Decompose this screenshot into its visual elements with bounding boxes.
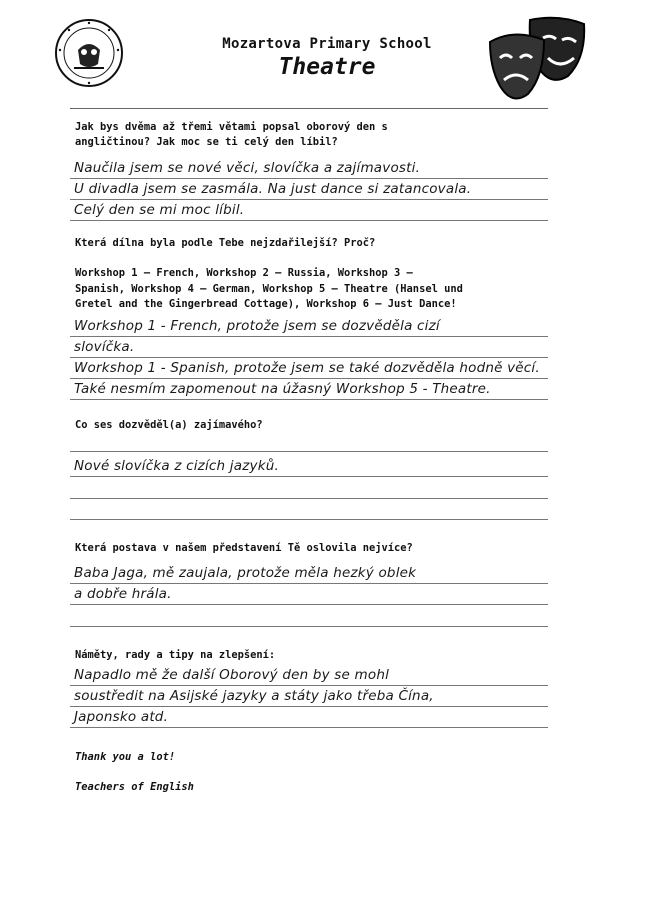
answer-line: U divadla jsem se zasmála. Na just dance si zatancovala.: [74, 181, 472, 197]
answer-line: slovíčka.: [74, 339, 135, 355]
school-name: Mozartova Primary School: [222, 36, 432, 52]
question-1: Jak bys dvěma až třemi větami popsal oborový den s angličtinou? Jak moc se ti celý den líbil?: [75, 121, 388, 148]
question-4: Která postava v našem představení Tě oslovila nejvíce?: [75, 542, 413, 554]
answer-rule: [70, 357, 548, 358]
question-3: Co ses dozvěděl(a) zajímavého?: [75, 419, 263, 431]
answer-line: a dobře hrála.: [74, 586, 172, 602]
answer-rule: [70, 178, 548, 179]
answer-rule: [70, 399, 548, 400]
question-5: Náměty, rady a tipy na zlepšení:: [75, 649, 276, 661]
answer-rule: [70, 727, 548, 728]
answer-line: soustředit na Asijské jazyky a státy jako třeba Čína,: [74, 688, 434, 704]
answer-rule: [70, 220, 548, 221]
answer-line: Nové slovíčka z cizích jazyků.: [74, 458, 279, 474]
answer-rule: [70, 199, 548, 200]
answer-rule: [70, 378, 548, 379]
question-2: Která dílna byla podle Tebe nejzdařilejší? Proč?: [75, 237, 376, 249]
answer-rule: [70, 604, 548, 605]
answer-rule: [70, 498, 548, 499]
thanks-note: Thank you a lot!: [75, 751, 176, 763]
answer-rule: [70, 451, 548, 452]
answer-line: Napadlo mě že další Oborový den by se mohl: [74, 667, 390, 683]
answer-line: Japonsko atd.: [74, 709, 169, 725]
answer-rule: [70, 685, 548, 686]
signature: Teachers of English: [75, 781, 194, 793]
answer-rule: [70, 476, 548, 477]
answer-line: Naučila jsem se nové věci, slovíčka a zajímavosti.: [74, 160, 421, 176]
answer-rule: [70, 336, 548, 337]
answer-line: Baba Jaga, mě zaujala, protože měla hezký oblek: [74, 565, 417, 581]
workshop-list: Workshop 1 – French, Workshop 2 – Russia, Workshop 3 – Spanish, Workshop 4 – German, Workshop 5 – Theatre (Hansel und Gretel and the Gingerbread Cottage), Workshop 6 – Just Dance!: [75, 267, 463, 310]
answer-rule: [70, 706, 548, 707]
answer-line: Také nesmím zapomenout na úžasný Workshop 5 - Theatre.: [74, 381, 491, 397]
answer-rule: [70, 519, 548, 520]
answer-line: Workshop 1 - Spanish, protože jsem se také dozvěděla hodně věcí.: [74, 360, 540, 376]
answer-rule: [70, 626, 548, 627]
answer-rule: [70, 583, 548, 584]
answer-line: Workshop 1 - French, protože jsem se dozvěděla cizí: [74, 318, 440, 334]
page-title: Theatre: [278, 54, 376, 80]
header-divider: [70, 108, 548, 109]
answer-line: Celý den se mi moc líbil.: [74, 202, 245, 218]
